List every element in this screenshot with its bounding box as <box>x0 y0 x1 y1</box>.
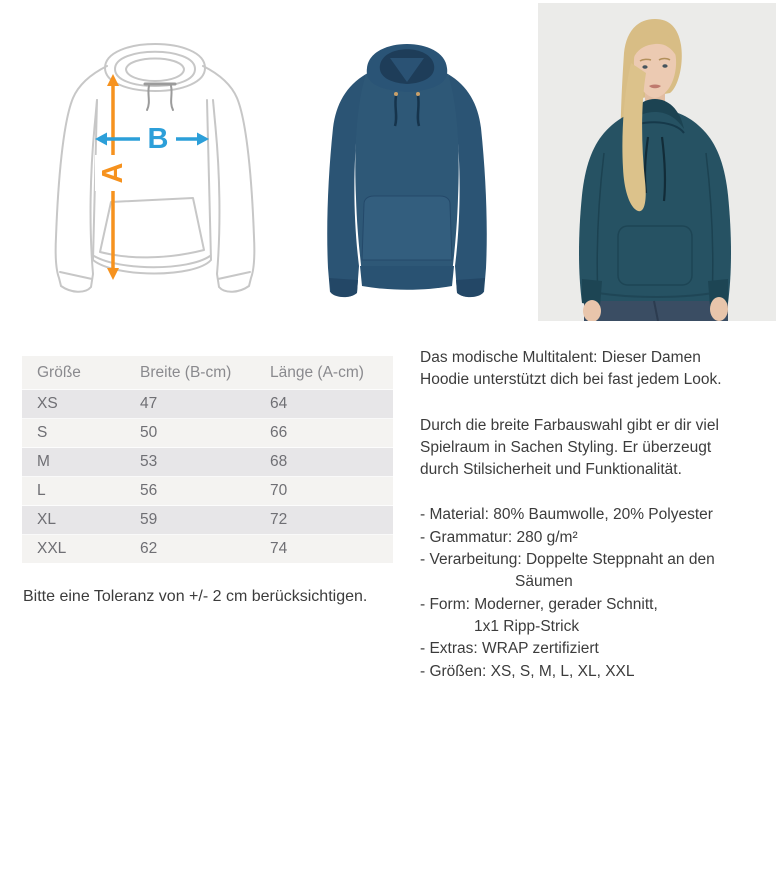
laenge-cell: 72 <box>270 506 393 535</box>
laenge-cell: 74 <box>270 535 393 564</box>
breite-cell: 59 <box>140 506 270 535</box>
spec-groessen: - Größen: XS, S, M, L, XL, XXL <box>420 662 635 680</box>
measure-label-a: A <box>95 155 131 191</box>
breite-cell: 47 <box>140 390 270 419</box>
size-row-xxl <box>22 535 393 564</box>
size-table-header-row <box>22 356 393 390</box>
tolerance-note: Bitte eine Toleranz von +/- 2 cm berücksichtigen. <box>23 588 368 605</box>
spec-list <box>420 504 752 682</box>
size-row-m <box>22 448 393 477</box>
spec-material: - Material: 80% Baumwolle, 20% Polyester <box>420 506 713 524</box>
size-row-xs <box>22 390 393 419</box>
laenge-cell: 64 <box>270 390 393 419</box>
size-row-s <box>22 419 393 448</box>
description-paragraph-2: Durch die breite Farbauswahl gibt er dir viel Spielraum in Sachen Styling. Er überzeugt durch Stilsicherheit und Funktionalität. <box>420 416 719 479</box>
size-cell: L <box>22 477 140 506</box>
col-header-groesse: Größe <box>22 356 140 390</box>
col-header-breite: Breite (B-cm) <box>140 356 270 390</box>
spec-verarbeitung-cont: Säumen <box>515 573 573 591</box>
description-paragraph-1: Das modische Multitalent: Dieser Damen Hoodie unterstützt dich bei fast jedem Look. <box>420 349 722 389</box>
laenge-cell: 68 <box>270 448 393 477</box>
spec-form-cont: 1x1 Ripp-Strick <box>474 617 580 635</box>
size-diagram-image <box>45 22 265 307</box>
size-table <box>22 355 393 563</box>
size-cell: S <box>22 419 140 448</box>
col-header-laenge: Länge (A-cm) <box>270 356 393 390</box>
breite-cell: 53 <box>140 448 270 477</box>
laenge-cell: 66 <box>270 419 393 448</box>
size-row-l <box>22 477 393 506</box>
spec-extras: - Extras: WRAP zertifiziert <box>420 640 599 658</box>
breite-cell: 62 <box>140 535 270 564</box>
spec-grammatur: - Grammatur: 280 g/m² <box>420 528 578 546</box>
size-cell: M <box>22 448 140 477</box>
spec-verarbeitung: - Verarbeitung: Doppelte Steppnaht an den <box>420 551 715 569</box>
size-row-xl <box>22 506 393 535</box>
size-cell: XL <box>22 506 140 535</box>
hoodie-outline-drawing <box>45 22 265 307</box>
size-cell: XXL <box>22 535 140 564</box>
product-photo-model <box>538 3 776 321</box>
laenge-cell: 70 <box>270 477 393 506</box>
measure-label-b: B <box>140 121 176 157</box>
size-cell: XS <box>22 390 140 419</box>
breite-cell: 56 <box>140 477 270 506</box>
breite-cell: 50 <box>140 419 270 448</box>
spec-form: - Form: Moderner, gerader Schnitt, <box>420 595 658 613</box>
product-description <box>420 347 752 683</box>
product-photo-flat <box>292 12 522 322</box>
